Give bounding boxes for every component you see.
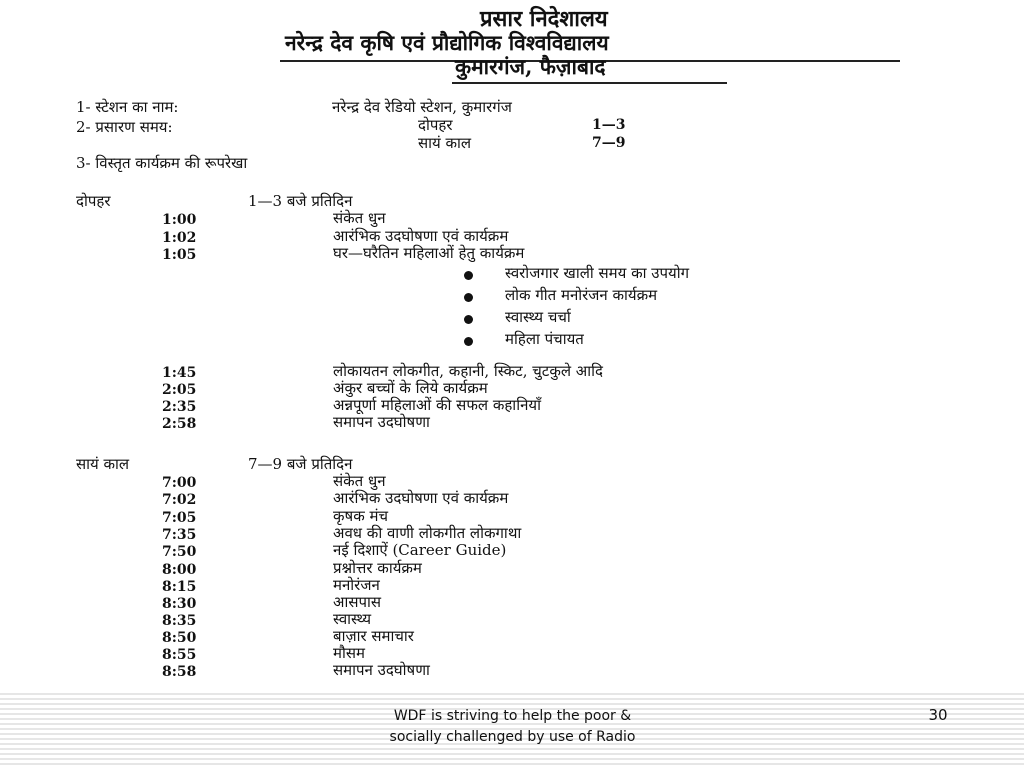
bullet-icon: [464, 315, 473, 324]
station-name-value: नरेन्द्र देव रेडियो स्टेशन, कुमारगंज: [332, 98, 512, 116]
schedule-time: 1:00: [162, 212, 197, 228]
schedule-program: आरंभिक उदघोषणा एवं कार्यक्रम: [333, 227, 509, 245]
schedule-time: 8:55: [162, 647, 197, 663]
bullet-item: स्वास्थ्य चर्चा: [505, 308, 571, 326]
schedule-time: 8:35: [162, 613, 197, 629]
bullet-item: लोक गीत मनोरंजन कार्यक्रम: [505, 286, 658, 304]
schedule-time: 7:50: [162, 544, 197, 560]
slot-evening-time: 7—9: [592, 135, 626, 151]
schedule-program: प्रश्नोत्तर कार्यक्रम: [333, 559, 422, 577]
bullet-icon: [464, 337, 473, 346]
slot-afternoon-name: दोपहर: [418, 116, 453, 134]
schedule-program: समापन उदघोषणा: [333, 661, 430, 679]
schedule-time: 7:02: [162, 492, 197, 508]
broadcast-time-label: 2- प्रसारण समय:: [76, 118, 173, 136]
schedule-time: 2:35: [162, 399, 197, 415]
footer-caption-line-1: WDF is striving to help the poor &: [393, 708, 632, 724]
schedule-time: 8:50: [162, 630, 197, 646]
station-name-label: 1- स्टेशन का नाम:: [76, 98, 179, 116]
schedule-program: आसपास: [333, 593, 382, 611]
schedule-program: संकेत धुन: [333, 209, 386, 227]
schedule-program: कृषक मंच: [333, 507, 388, 525]
evening-timing: 7—9 बजे प्रतिदिन: [248, 455, 353, 473]
schedule-program: लोकायतन लोकगीत, कहानी, स्किट, चुटकुले आदि: [333, 362, 603, 380]
slot-afternoon-time: 1—3: [592, 117, 626, 133]
outline-label: 3- विस्तृत कार्यक्रम की रूपरेखा: [76, 154, 248, 172]
slot-evening-name: सायं काल: [418, 134, 472, 152]
schedule-program: आरंभिक उदघोषणा एवं कार्यक्रम: [333, 489, 509, 507]
afternoon-label: दोपहर: [76, 192, 111, 210]
schedule-program: बाज़ार समाचार: [333, 627, 414, 645]
schedule-program: अवध की वाणी लोकगीत लोकगाथा: [333, 524, 522, 542]
schedule-time: 8:00: [162, 562, 197, 578]
schedule-program: मनोरंजन: [333, 576, 380, 594]
bullet-item: स्वरोजगार खाली समय का उपयोग: [505, 264, 690, 282]
header-underline-3: [452, 82, 727, 84]
schedule-time: 2:05: [162, 382, 197, 398]
schedule-time: 7:05: [162, 510, 197, 526]
schedule-program: समापन उदघोषणा: [333, 413, 430, 431]
bullet-icon: [464, 293, 473, 302]
schedule-time: 1:02: [162, 230, 197, 246]
schedule-program: नई दिशाऐं (Career Guide): [333, 541, 507, 559]
schedule-program: अंकुर बच्चों के लिये कार्यक्रम: [333, 379, 488, 397]
header-line-2: नरेन्द्र देव कृषि एवं प्रौद्योगिक विश्वविद्यालय: [285, 30, 609, 55]
bullet-item: महिला पंचायत: [505, 330, 584, 348]
schedule-time: 1:45: [162, 365, 197, 381]
page-number: 30: [928, 706, 948, 724]
schedule-program: अन्नपूर्णा महिलाओं की सफल कहानियाँ: [333, 396, 541, 414]
footer-caption: [340, 706, 685, 748]
schedule-time: 8:15: [162, 579, 197, 595]
header-line-1: प्रसार निदेशालय: [480, 6, 608, 32]
schedule-program: स्वास्थ्य: [333, 610, 372, 628]
schedule-program: घर—घरैतिन महिलाओं हेतु कार्यक्रम: [333, 244, 525, 262]
schedule-time: 8:58: [162, 664, 197, 680]
schedule-time: 7:00: [162, 475, 197, 491]
schedule-time: 8:30: [162, 596, 197, 612]
schedule-program: संकेत धुन: [333, 472, 386, 490]
schedule-program: मौसम: [333, 644, 365, 662]
schedule-time: 2:58: [162, 416, 197, 432]
footer-caption-line-2: socially challenged by use of Radio: [389, 729, 636, 745]
bullet-icon: [464, 271, 473, 280]
evening-label: सायं काल: [76, 455, 130, 473]
schedule-time: 1:05: [162, 247, 197, 263]
schedule-time: 7:35: [162, 527, 197, 543]
header-line-3: कुमारगंज, फैज़ाबाद: [455, 54, 606, 79]
afternoon-timing: 1—3 बजे प्रतिदिन: [248, 192, 353, 210]
